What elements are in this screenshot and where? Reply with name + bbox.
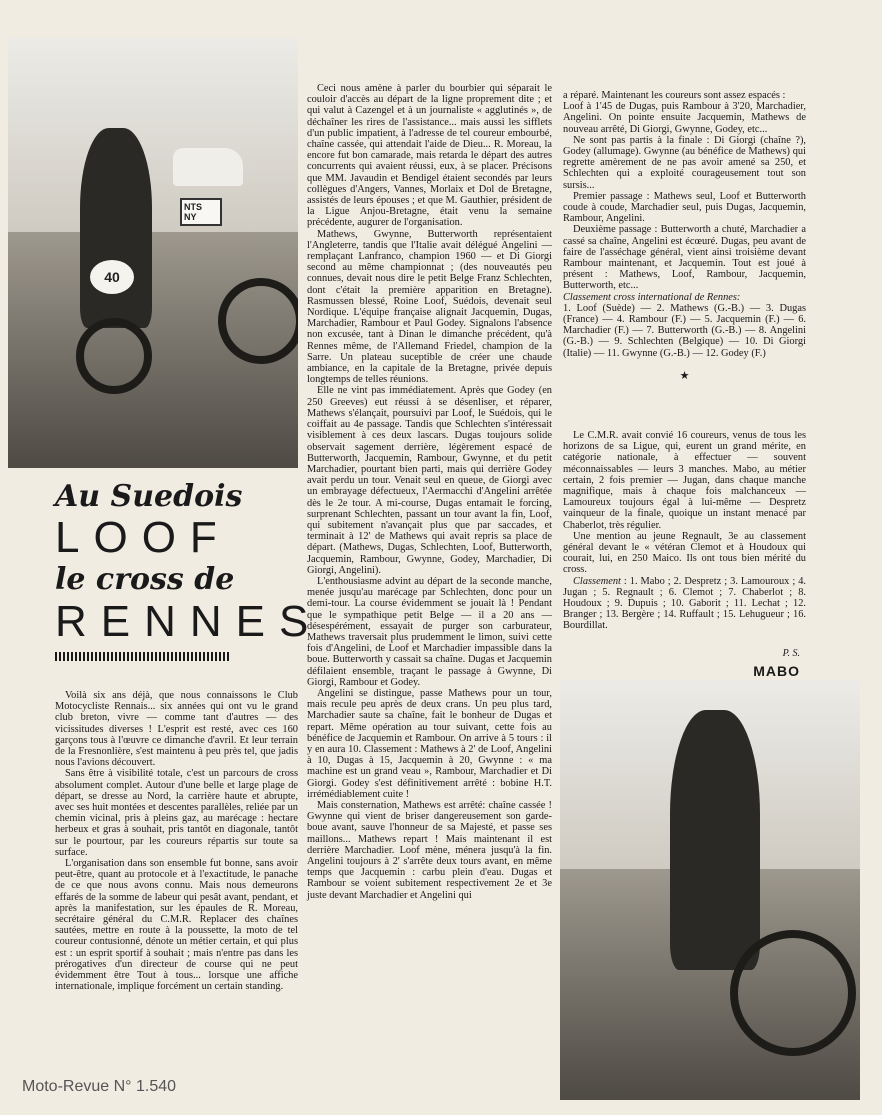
paragraph: Mathews, Gwynne, Butterworth représentaient l'Angleterre, tandis que l'Italie avait délégué Angelini — remplaçant Lanfranco, champion 1960 — et Di Giorgi second au même championnat ; (des nouveautés peu connues, devait nous dire le petit Belge Franz Schlechten, dont c'était la première apparition en Bretagne). Rasmussen blessé, Roine Loof, Suédois, devenait seul Nordique. L'équipe française alignait Jacquemin, Dugas, Marchadier, Rambour et Paul Godey. Signalons l'absence non excusée, tant à Dinan le dimanche précédent, qu'à Rennes même, de l'Allemand Friedel, champion de la Sarre. Un plateau suceptible de créer une chaude ambiance, en la capitale de la Bretagne, privée depuis longtemps de telles réunions. — [307, 228, 552, 386]
column-right-bottom — [563, 430, 806, 632]
paragraph: Le C.M.R. avait convié 16 coureurs, venus de tous les horizons de sa Ligue, qui, eurent un grand mérite, en catégorie nationale, à effectuer — souvent méconnaissables — leurs 3 manches. Mabo, au métier certain, 2 fois premier — Jugan, dans chaque manche magnifique, mais à chaque fois malchanceux — Lamoureux toujours égal à lui-même — Despretz vainqueur de la finale, quoique un instant menacé par Chaberlot, très régulier. — [563, 430, 806, 531]
paragraph: a réparé. Maintenant les coureurs sont assez espacés : — [563, 90, 786, 101]
roadside-sign — [180, 198, 222, 226]
article-headline — [55, 479, 323, 661]
number-plate: 40 — [90, 260, 134, 294]
paragraph: Ne sont pas partis à la finale : Di Giorgi (chaîne ?), Godey (allumage). Gwynne (au bénéfice de Mathews) qui regrette amèrement de ne pas avoir amené sa 250, et Schlechten qui a exploité courageusement tout son sursis... — [563, 134, 806, 191]
classement-national — [563, 576, 806, 632]
headline-line-2: LOOF — [55, 513, 231, 562]
headline-line-1: Au Suedois — [55, 479, 243, 514]
classement-title: Classement cross international de Rennes: — [563, 291, 741, 303]
rider-figure — [80, 128, 152, 328]
paragraph: Angelini se distingue, passe Mathews pour un tour, mais recule peu après de deux crans. Un peu plus tard, Marchadier saute sa chaîne, fait le bonheur de Dugas et repart. Même opération au tour suivant, cette fois au bénéfice de Jacquemin et Rambour. On arrive à 5 tours : il y en aura 10. Classement : Mathews à 2' de Loof, Angelini à 10, Dugas à 15, Jacquemin à 20, Gwynne : « ma machine est un grand veau », Rambour, Marchadier et Di Giorgi. Godey s'est définitivement arrêté : bobine H.T. irrémédiablement cuite ! — [307, 687, 552, 800]
paragraph: Ceci nous amène à parler du bourbier qui séparait le couloir d'accès au départ de la ligne proprement dite ; et qui valut à Cazengel et à un journaliste « agglutinés », de déchaîner les rires de l'assistance... mais aussi les sifflets d'un public impatient, à l'adresse de tel coureur embourbé, chaîne cassée, qui attendait l'aide de Dieu... R. Moreau, la encore fut bon camarade, mais retarda le départ des autres concurrents qui avaient réussi, eux, à se placer. Précisons que MM. Javaudin et Bendigel étaient secondés par leurs collègues d'Angers, Vannes, Morlaix et Dol de Bretagne, assistés de leurs épouses ; et que M. Gauthier, président de la Ligue Anjou-Bretagne, était venu la semaine précédente, augurer de l'organisation. — [307, 83, 552, 229]
rear-wheel — [218, 278, 298, 364]
paragraph: Loof à 1'45 de Dugas, puis Rambour à 3'20, Marchadier, Angelini. On pointe ensuite Jacquemin, Mathews de nouveau arrêté, Di Giorgi, Gwynne, Godey, etc... — [563, 101, 806, 135]
paragraph: Elle ne vint pas immédiatement. Après que Godey (en 250 Greeves) eut réussi à se désenliser, et réparer, Mathews s'élançait, poursuivi par Loof, le Suédois, qui le coiffait au 4e passage. Tandis que Schlechten s'intéressait visiblement à ces deux lascars. Dugas toujours solide observait sagement derrière, légèrement espacé de Butterworth, Jacquemin, Rambour, Gwynne, et du petit Marchadier, pourtant bien parti, mais qui derrière Godey avait perdu un tour. Venait seul en queue, de Giorgi avec un embrayage défectueux, l'Aermacchi d'Angelini arrêtée dès le 2e tour. A mi-course, Dugas entamait le forcing, surprenant Schlechten, passant un tour avant la fin, Loof, qui subitement n'avançait plus que par saccades, et terminait à 12' de Mathews qui avait repris sa place de départ. (Mathews, Dugas, Schlechten, Loof, Butterworth, Jacquemin, Rambour, Gwynne, Godey, Marchadier, Di Giorgi, Angelini). — [307, 385, 552, 576]
column-right-top — [563, 90, 806, 392]
headline-rule — [55, 652, 231, 661]
paragraph: Voilà six ans déjà, que nous connaissons le Club Motocycliste Rennais... six années qui ont vu le grand club breton, vivre — comme tant d'autres — des vicissitudes diverses ! L'esprit est resté, avec ces 160 garçons tous à l'œuvre ce dimanche d'avril. Et leur terrain de la Fresnonlière, s'est maintenu à peu près tel, que jadis nous l'avions découvert. — [55, 690, 298, 769]
signature-name: MABO — [753, 663, 800, 679]
sign-line-1: NTS — [184, 202, 202, 212]
column-middle — [307, 83, 552, 901]
paragraph: Une mention au jeune Regnault, 3e au classement général devant le « vétéran Clemot et à Houdoux qui courait, lui, en 250 Maico. Ils ont tous bien mérité du cross. — [563, 530, 806, 576]
paragraph: Deuxième passage : Butterworth a chuté, Marchadier a cassé sa chaîne, Angelini est écœuré. Dugas, peu avant de faire de l'asséchage général, vient ainsi troisième devant Rambour maintenant, et Jacquemin. Tout est joué à présent : Mathews, Loof, Rambour, Jacquemin, Butterworth, etc... — [563, 224, 806, 292]
headline-line-4: RENNES — [55, 597, 323, 646]
paragraph: L'organisation dans son ensemble fut bonne, sans avoir peut-être, quant au protocole et à l'exactitude, le panache de ce que nous avons connu. Mais nous demeurons effarés de la somme de labeur qui pesât avant, pendant, et après la manifestation, sur les épaules de R. Moreau, secrétaire général du C.M.R. Replacer des chaînes sautées, mettre en route à la poussette, la moto de tel coureur contusionné, dénote un métier certain, et qui plus est : un esprit sportif à souhait ; mais n'entre pas dans les prérogatives d'un directeur de course qui ne peut évidemment être Tout à tous... lorsque une affiche internationale, implique forcément un certain standing. — [55, 858, 298, 993]
page-footer: Moto-Revue N° 1.540 — [22, 1078, 177, 1095]
rider-figure — [670, 710, 760, 970]
classement-label: Classement — [573, 575, 621, 587]
paragraph: L'enthousiasme advint au départ de la seconde manche, menée jusqu'au marécage par Schlechten, donc pour un demi-tour. La course évidemment se jouait là ! Pendant que le sympathique petit Belge — il a 20 ans — désespérément, essayait de purger son carburateur, Mathews traversait plus prudemment le limon, suivi cette fois d'Angelini, de Loof et Marchadier impassible dans la boue. Butterworth y cassait sa chaîne. Dugas et Jacquemin défilaient ensemble, traçant le passage à Gwynne, Di Giorgi, Rambour et Godey. — [307, 575, 552, 688]
rider-photo-top — [8, 38, 298, 468]
parked-car — [173, 148, 243, 186]
star-separator-icon: ★ — [679, 369, 690, 382]
photo-sky — [8, 38, 298, 232]
headline-line-3: le cross de — [55, 562, 235, 597]
paragraph: Premier passage : Mathews seul, Loof et Butterworth coude à coude, Marchadier seul, puis Dugas, Jacquemin, Rambour, Angelini. — [563, 190, 806, 225]
classement-international: 1. Loof (Suède) — 2. Mathews (G.-B.) — 3. Dugas (France) — 4. Rambour (F.) — 5. Jacquemin (F.) — 6. Marchadier (F.) — 7. Butterworth (G.-B.) — 8. Angelini (G.-B.) — 9. Schlechten (Belgique) — 10. Di Giorgi (Italie) — 11. Gwynne (G.-B.) — 12. Godey (F.) — [563, 302, 806, 359]
front-wheel — [76, 318, 152, 394]
signature-block — [700, 648, 800, 679]
column-left — [55, 690, 298, 992]
motorcycle-wheel — [730, 930, 856, 1056]
signature-initials: P. S. — [782, 648, 800, 659]
sign-line-2: NY — [184, 212, 197, 222]
paragraph: Mais consternation, Mathews est arrêté: chaîne cassée ! Gwynne qui vient de briser dangereusement son garde-boue avant, sauve l'honneur de sa Majesté, et passe ses maillons... Mathews repart ! Mais maintenant il est derrière Marchadier. Loof mène, ménera jusqu'à la fin. Angelini toujours à 2' s'arrête deux tours avant, en même temps que Jacquemin : carbu plein d'eau. Dugas et Rambour se voient subitement respectivement 2e et 3e juste devant Marchadier et Angelini qui — [307, 800, 552, 901]
paragraph: Sans être à visibilité totale, c'est un parcours de cross absolument complet. Autour d'une belle et large plage de départ, se dresse au Nord, la carrière haute et abrupte, avec ses huit montées et descentes parallèles, reliée par un chemin vicinal, pris à pleins gaz, au marécage : hectare herbeux et gras à souhait, pris tantôt en diagonale, tantôt sur le pourtour, par les coureurs répartis sur toute sa surface. — [55, 768, 298, 858]
rider-photo-bottom — [560, 680, 860, 1100]
classement-text: : 1. Mabo ; 2. Despretz ; 3. Lamouroux ; 4. Jugan ; 5. Regnault ; 6. Clemot ; 7. Chaberlot ; 8. Houdoux ; 9. Dupuis ; 10. Gaborit ; 11. Lechat ; 12. Branger ; 13. Bergère ; 14. Ruffault ; 15. Lehugueur ; 16. Bourdillat. — [563, 575, 806, 632]
